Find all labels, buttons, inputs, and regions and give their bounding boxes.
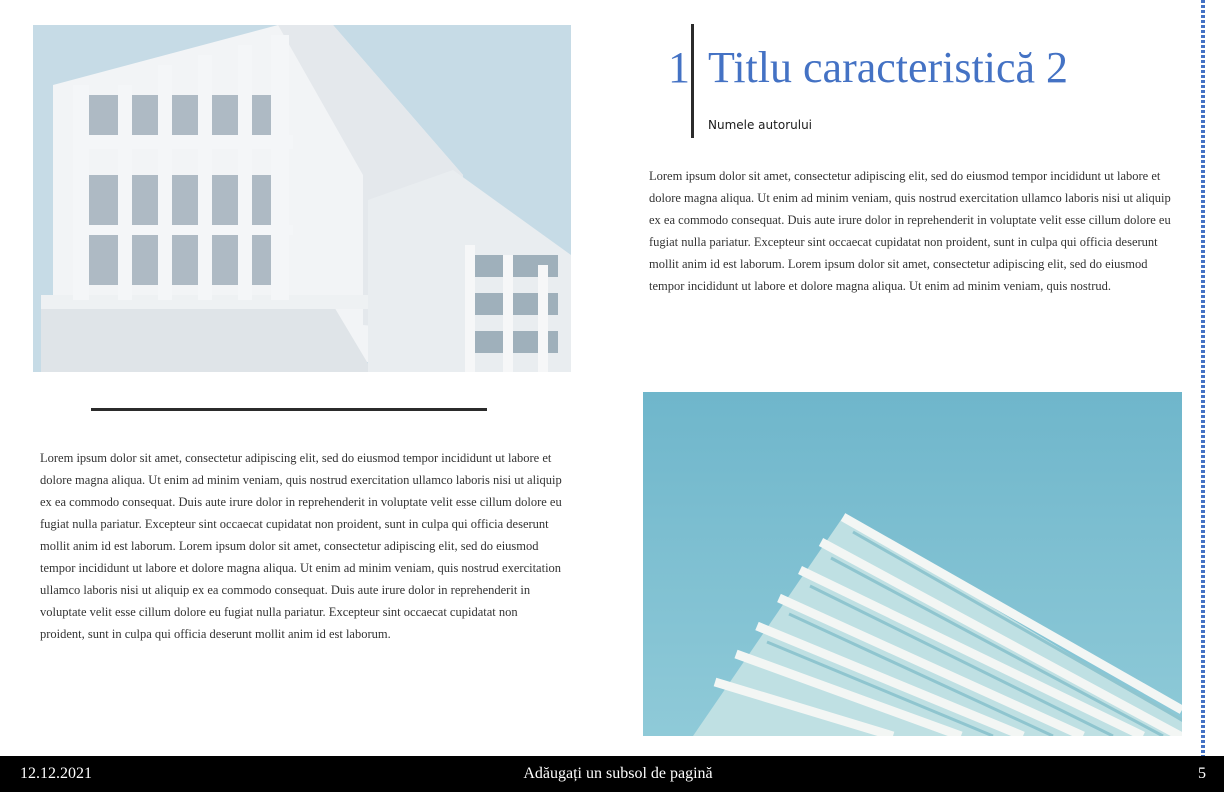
feature-title[interactable]: Titlu caracteristică 2 bbox=[708, 43, 1069, 92]
building-photo-blue-sky bbox=[643, 392, 1182, 736]
title-vertical-rule bbox=[691, 24, 694, 138]
section-divider bbox=[91, 408, 487, 411]
author-name[interactable]: Numele autorului bbox=[708, 118, 813, 132]
building-photo-white-facade bbox=[33, 25, 571, 372]
body-paragraph-left[interactable]: Lorem ipsum dolor sit amet, consectetur adipiscing elit, sed do eiusmod tempor incididunt ut labore et dolore magna aliqua. Ut enim ad minim veniam, quis nostrud exercitation ullamco laboris nisi ut aliquip ex ea commodo consequat. Duis aute irure dolor in reprehenderit in voluptate velit esse cillum dolore eu fugiat nulla pariatur. Excepteur sint occaecat cupidatat non proident, sunt in culpa qui officia deserunt mollit anim id est laborum. Lorem ipsum dolor sit amet, consectetur adipiscing elit, sed do eiusmod tempor incididunt ut labore et dolore magna aliqua. Ut enim ad minim veniam, quis nostrud exercitation ullamco laboris nisi ut aliquip ex ea commodo consequat. Duis aute irure dolor in reprehenderit in voluptate velit esse cillum dolore eu fugiat nulla pariatur. Excepteur sint occaecat cupidatat non proident, sunt in culpa qui officia deserunt mollit anim id est laborum. bbox=[40, 451, 562, 641]
feature-number: 1 bbox=[668, 43, 690, 92]
body-paragraph-top[interactable]: Lorem ipsum dolor sit amet, consectetur adipiscing elit, sed do eiusmod tempor incididunt ut labore et dolore magna aliqua. Ut enim ad minim veniam, quis nostrud exercitation ullamco laboris nisi ut aliquip ex ea commodo consequat. Duis aute irure dolor in reprehenderit in voluptate velit esse cillum dolore eu fugiat nulla pariatur. Excepteur sint occaecat cupidatat non proident, sunt in culpa qui officia deserunt mollit anim id est laborum. Lorem ipsum dolor sit amet, consectetur adipiscing elit, sed do eiusmod tempor incididunt ut labore et dolore magna aliqua. Ut enim ad minim veniam, quis nostrud. bbox=[649, 169, 1171, 293]
footer-date[interactable]: 12.12.2021 bbox=[20, 765, 92, 782]
page-footer bbox=[0, 756, 1224, 792]
page-edge-dotted-border bbox=[1201, 0, 1205, 756]
footer-text[interactable]: Adăugați un subsol de pagină bbox=[523, 765, 713, 782]
page-number: 5 bbox=[1198, 765, 1206, 782]
